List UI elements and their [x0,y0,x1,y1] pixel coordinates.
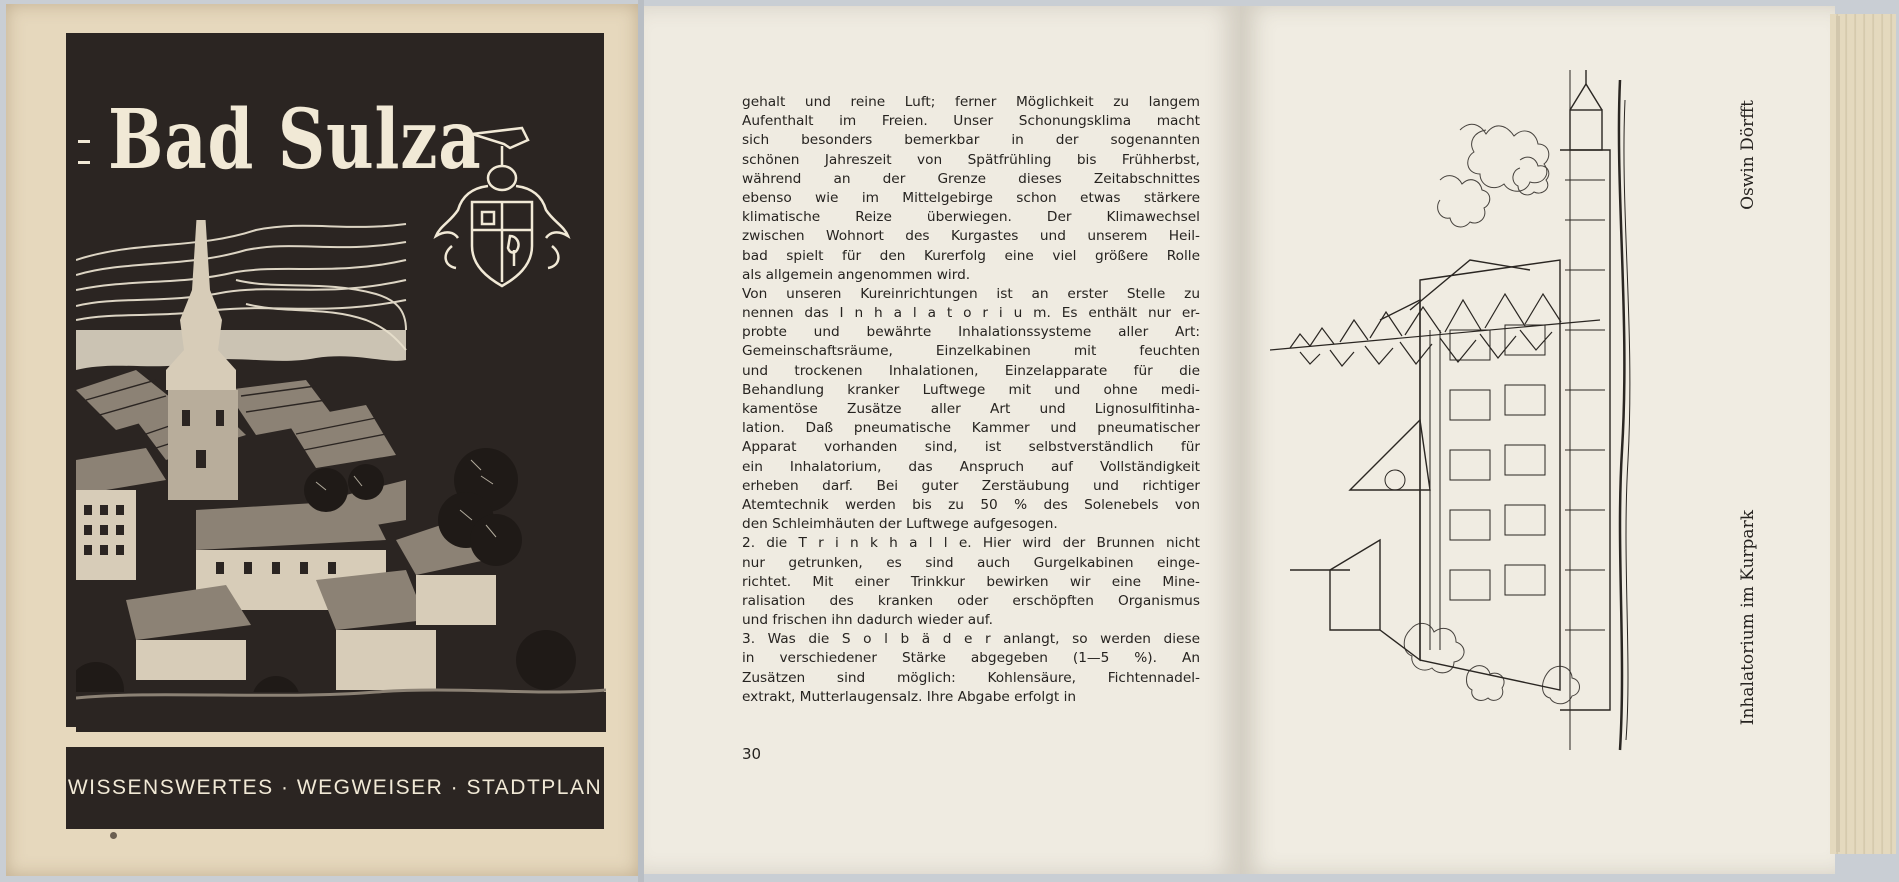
text-line: Gemeinschaftsräume, Einzelkabinen mit feuchten [742,343,1200,360]
artist-signature: Oswin Dörfft [1738,100,1758,210]
text-line: ein Inhalatorium, das Anspruch auf Vollständigkeit [742,458,1200,475]
text-line: in verschiedener Stärke abgegeben (1—5 %). An [742,650,1200,667]
text-line: 3. Was die S o l b ä d e r anlangt, so werden diese [742,631,1200,648]
text-line: bad spielt für den Kurerfolg eine viel größere Rolle [742,247,1200,264]
page-edge-shadow [1836,16,1840,852]
cover-mark [110,832,117,839]
text-line: richtet. Mit einer Trinkkur bewirken wir eine Mine- [742,573,1200,590]
text-line: und frischen ihn dadurch wieder auf. [742,612,993,629]
text-line: nur getrunken, es sind auch Gurgelkabinen einge- [742,554,1200,571]
cover-footer-text: WISSENSWERTES · WEGWEISER · STADTPLAN [67,776,603,799]
text-line: gehalt und reine Luft; ferner Möglichkeit zu langem [742,94,1200,110]
text-line: ebenso wie im Mittelgebirge schon etwas stärkere [742,189,1200,206]
text-line: extrakt, Mutterlaugensalz. Ihre Abgabe erfolgt in [742,688,1077,705]
inhalatorium-drawing [1270,70,1690,770]
text-line: und trockenen Inhalationen, Einzelapparate für die [742,362,1200,379]
text-line: während an der Grenze dieses Zeitabschnittes [742,170,1200,187]
page-number: 30 [742,745,762,763]
text-line: kamentöse Zusätze aller Art und Lignosulfitinha- [742,401,1200,417]
text-line: Von unseren Kureinrichtungen ist an erster Stelle zu [742,285,1200,302]
body-text [742,93,1200,707]
text-line: klimatische Reize überwiegen. Der Klimawechsel [742,209,1200,226]
text-line: Aufenthalt im Freien. Unser Schonungsklima macht [742,113,1200,130]
cover-title: Bad Sulza [108,92,482,188]
title-ornament [78,140,90,164]
illustration-caption: Inhalatorium im Kurpark [1738,510,1758,726]
text-line: Atemtechnik werden bis zu 50 % des Solenebels von [742,496,1200,513]
text-line: Apparat vorhanden sind, ist selbstverständlich für [742,439,1200,456]
text-line: nennen das I n h a l a t o r i u m. Es enthält nur er- [742,305,1200,322]
text-line: probte und bewährte Inhalationssysteme aller Art: [742,324,1200,341]
text-line: zwischen Wohnort des Kurgastes und unserem Heil- [742,228,1200,245]
town-woodcut-illustration [76,220,606,732]
cover-footer-band [66,744,604,829]
text-line: erheben darf. Bei guter Zerstäubung und richtiger [742,477,1200,494]
text-line: ralisation des kranken oder erschöpften Organismus [742,592,1200,609]
text-line: Behandlung kranker Luftwege mit und ohne medi- [742,381,1200,398]
text-line: als allgemein angenommen wird. [742,266,971,283]
text-line: sich besonders bemerkbar in der sogenannten [742,132,1200,149]
text-line: den Schleimhäuten der Luftwege aufgesogen. [742,516,1058,533]
text-line: lation. Daß pneumatische Kammer und pneumatischer [742,420,1200,437]
text-line: Zusätzen sind möglich: Kohlensäure, Fichtennadel- [742,669,1200,686]
text-line: schönen Jahreszeit von Spätfrühling bis Frühherbst, [742,151,1200,168]
text-line: 2. die T r i n k h a l l e. Hier wird der Brunnen nicht [742,535,1200,552]
